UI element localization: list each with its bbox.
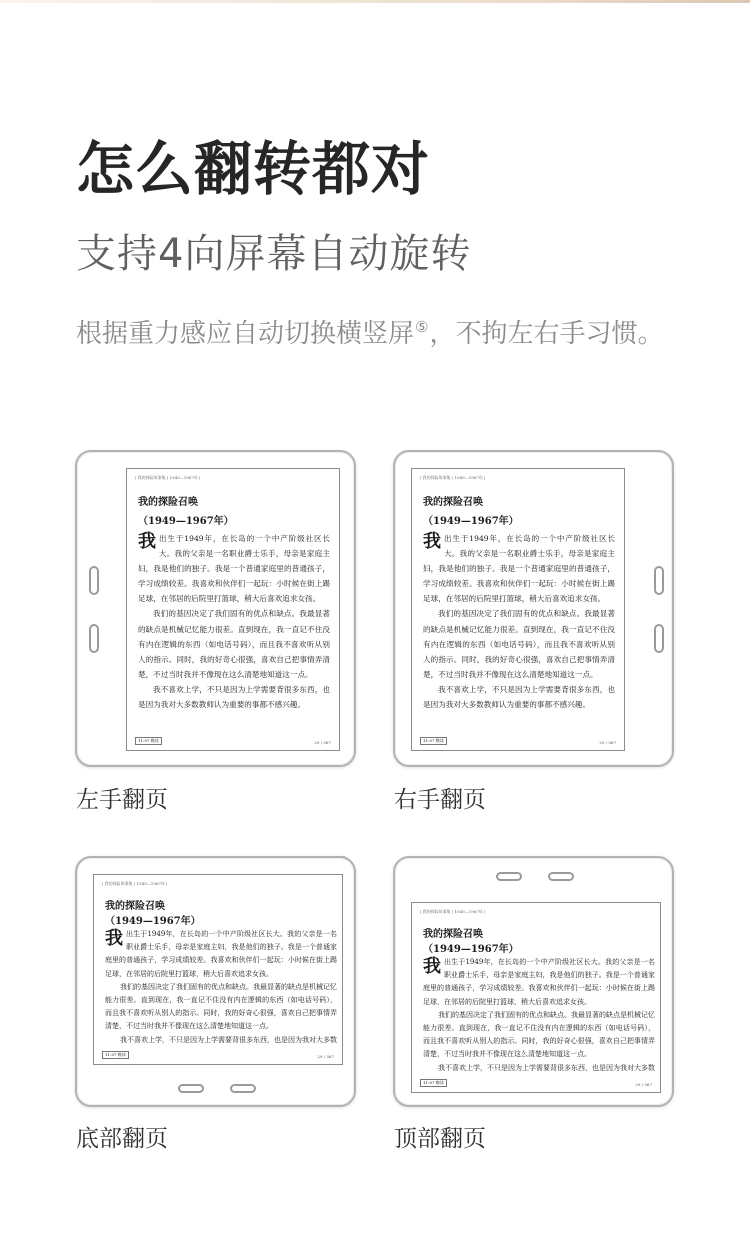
paragraph-1 [138, 531, 330, 606]
running-head: | 我的探险故事集 | 1949—1967年 | [420, 475, 486, 480]
top-accent-line [0, 0, 750, 3]
caption-right-hand: 右手翻页 [394, 787, 486, 813]
reader-screen [126, 468, 340, 751]
page-button-upper [89, 566, 99, 595]
footer-page-count: 29 / 367 [599, 740, 616, 745]
chapter-years: （1949—1967年） [138, 516, 234, 527]
paragraph-3: 我不喜欢上学，不只是因为上学需要背很多东西，也是因为我对大多数 [120, 1035, 337, 1044]
chapter-title: 我的探险召唤 [423, 929, 483, 940]
page-button-right [548, 872, 574, 881]
footer-time: 11:07 晚读 [135, 737, 162, 745]
ereader-bottom [75, 856, 356, 1107]
page-button-upper [654, 566, 664, 595]
description-main: 根据重力感应自动切换横竖屏 [76, 319, 415, 349]
footer-time: 11:07 晚读 [102, 1051, 129, 1059]
page-subtitle: 支持4向屏幕自动旋转 [76, 231, 472, 277]
chapter-years: （1949—1967年） [423, 516, 519, 527]
footer-time: 11:07 晚读 [420, 737, 447, 745]
paragraph-1 [423, 531, 615, 606]
running-head: | 我的探险故事集 | 1949—1967年 | [135, 475, 201, 480]
description-footnote-mark: ⑤ [415, 318, 429, 336]
page-button-right [230, 1084, 256, 1093]
paragraph-2: 我们的基因决定了我们固有的优点和缺点。我最显著的缺点是机械记忆能力很差。直到现在，我一直记不住没有内在逻辑的东西（如电话号码），而且我不喜欢听从别人的指示。同时，我的好奇心很强，喜欢自己把事情弄清楚，不过当时我并不像现在这么清楚地知道这一点。 [105, 982, 337, 1031]
page-title: 怎么翻转都对 [76, 135, 431, 203]
page-button-left [178, 1084, 204, 1093]
paragraph-1-text: 出生于1949年，在长岛的一个中产阶级社区长大。我的父亲是一名职业爵士乐手，母亲是家庭主妇，我是他们的独子。我是一个普通家庭里的普通孩子，学习成绩较差。我喜欢和伙伴们一起玩：小时候在街上踢足球，在邻居的后院里打篮球，稍大后喜欢追求女孩。 [423, 534, 615, 604]
chapter-text [423, 531, 615, 729]
reader-screen [411, 468, 625, 751]
paragraph-2: 我们的基因决定了我们固有的优点和缺点。我最显著的缺点是机械记忆能力很差。直到现在，我一直记不住没有内在逻辑的东西（如电话号码），而且我不喜欢听从别人的指示。同时，我的好奇心很强，喜欢自己把事情弄清楚，不过当时我并不像现在这么清楚地知道这一点。 [138, 609, 330, 679]
footer-page-count: 29 / 367 [317, 1054, 334, 1059]
drop-cap: 我 [423, 956, 441, 977]
paragraph-1 [423, 956, 655, 1009]
drop-cap: 我 [423, 531, 441, 552]
running-head: | 我的探险故事集 | 1949—1967年 | [102, 881, 168, 886]
chapter-title: 我的探险召唤 [423, 497, 483, 508]
caption-top: 顶部翻页 [394, 1126, 486, 1152]
paragraph-3: 我不喜欢上学，不只是因为上学需要背很多东西，也是因为我对大多数教师认为重要的事都不感兴趣。 [423, 684, 615, 710]
chapter-text [105, 928, 337, 1048]
footer-page-count: 29 / 367 [314, 740, 331, 745]
page-button-left [496, 872, 522, 881]
description-tail: ，不拘左右手习惯。 [429, 319, 664, 349]
page-description [76, 320, 663, 347]
drop-cap: 我 [138, 531, 156, 552]
caption-left-hand: 左手翻页 [76, 787, 168, 813]
chapter-years: （1949—1967年） [423, 944, 519, 955]
chapter-text [138, 531, 330, 729]
caption-bottom: 底部翻页 [76, 1126, 168, 1152]
page-button-lower [654, 624, 664, 653]
ereader-top [393, 856, 674, 1107]
drop-cap: 我 [105, 928, 123, 949]
page-button-lower [89, 624, 99, 653]
ereader-left-hand [75, 450, 356, 767]
reader-screen [93, 874, 343, 1065]
paragraph-1-text: 出生于1949年，在长岛的一个中产阶级社区长大。我的父亲是一名职业爵士乐手，母亲是家庭主妇，我是他们的独子。我是一个普通家庭里的普通孩子，学习成绩较差。我喜欢和伙伴们一起玩：小时候在街上踢足球，在邻居的后院里打篮球，稍大后喜欢追求女孩。 [423, 958, 655, 1006]
running-head: | 我的探险故事集 | 1949—1967年 | [420, 909, 486, 914]
paragraph-3: 我不喜欢上学，不只是因为上学需要背很多东西，也是因为我对大多数教师认为重要的事都不感兴趣。 [138, 684, 330, 710]
paragraph-1-text: 出生于1949年，在长岛的一个中产阶级社区长大。我的父亲是一名职业爵士乐手，母亲是家庭主妇，我是他们的独子。我是一个普通家庭里的普通孩子，学习成绩较差。我喜欢和伙伴们一起玩：小时候在街上踢足球，在邻居的后院里打篮球，稍大后喜欢追求女孩。 [105, 930, 337, 978]
chapter-years: （1949—1967年） [105, 916, 201, 927]
chapter-title: 我的探险召唤 [138, 497, 198, 508]
paragraph-1 [105, 928, 337, 981]
reader-screen [411, 902, 661, 1093]
footer-page-count: 29 / 367 [635, 1082, 652, 1087]
paragraph-1-text: 出生于1949年，在长岛的一个中产阶级社区长大。我的父亲是一名职业爵士乐手，母亲是家庭主妇，我是他们的独子。我是一个普通家庭里的普通孩子，学习成绩较差。我喜欢和伙伴们一起玩：小时候在街上踢足球，在邻居的后院里打篮球，稍大后喜欢追求女孩。 [138, 534, 330, 604]
chapter-text [423, 956, 655, 1076]
power-button-notch [333, 856, 345, 858]
paragraph-2: 我们的基因决定了我们固有的优点和缺点。我最显著的缺点是机械记忆能力很差。直到现在，我一直记不住没有内在逻辑的东西（如电话号码），而且我不喜欢听从别人的指示。同时，我的好奇心很强，喜欢自己把事情弄清楚，不过当时我并不像现在这么清楚地知道这一点。 [423, 1010, 655, 1059]
ereader-right-hand [393, 450, 674, 767]
paragraph-2: 我们的基因决定了我们固有的优点和缺点。我最显著的缺点是机械记忆能力很差。直到现在，我一直记不住没有内在逻辑的东西（如电话号码），而且我不喜欢听从别人的指示。同时，我的好奇心很强，喜欢自己把事情弄清楚，不过当时我并不像现在这么清楚地知道这一点。 [423, 609, 615, 679]
power-button-notch [608, 450, 634, 452]
footer-time: 11:07 晚读 [420, 1079, 447, 1087]
paragraph-3: 我不喜欢上学，不只是因为上学需要背很多东西，也是因为我对大多数 [438, 1063, 655, 1072]
chapter-title: 我的探险召唤 [105, 901, 165, 912]
